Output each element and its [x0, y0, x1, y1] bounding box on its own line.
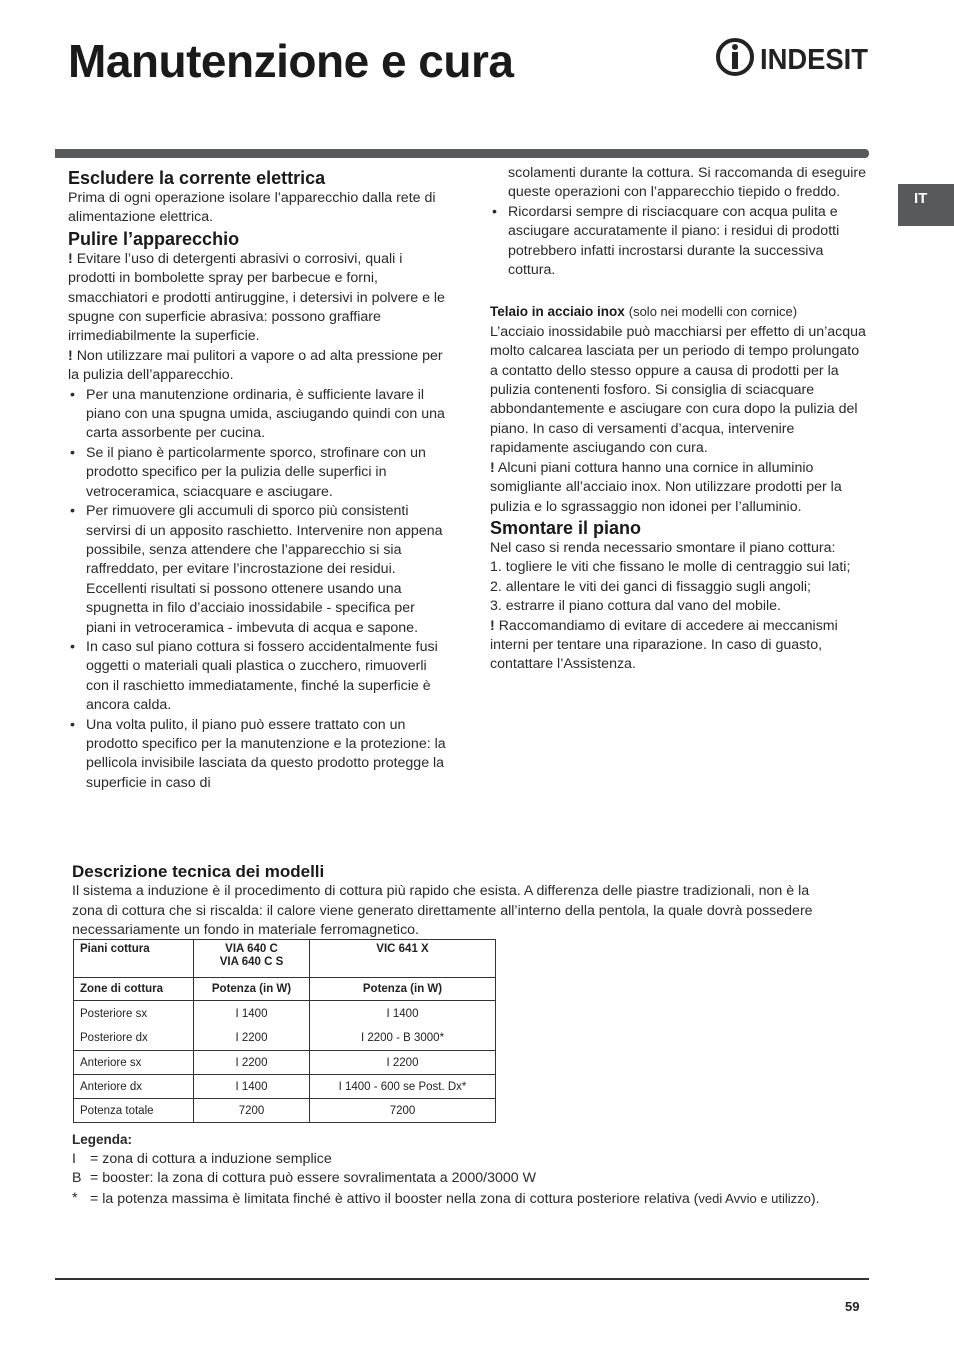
list-item: • Ricordarsi sempre di risciacquare con acqua pulita e asciugare accuratamente il piano: i residui di prodotti potrebbero infatti incrostarsi durante la successiva cottura. — [490, 203, 870, 281]
zone-label: Posteriore dx — [80, 1032, 148, 1044]
table-row — [74, 1051, 496, 1075]
legend-item — [72, 1189, 862, 1210]
section-heading-power: Escludere la corrente elettrica — [68, 168, 326, 188]
page-number: 59 — [845, 1299, 860, 1314]
telaio-warning-text: Alcuni piani cottura hanno una cornice in alluminio somigliante all’acciaio inox. Non utilizzare prodotti per la pulizia e lo sgrassaggio non idonei per l’alluminio. — [490, 459, 842, 515]
top-divider-bar — [55, 149, 869, 158]
table-cell: I 2200 — [310, 1051, 496, 1075]
legend-key: I — [72, 1150, 76, 1167]
table-row — [74, 940, 496, 978]
power-value: I 2200 — [235, 1032, 268, 1044]
left-column — [68, 167, 448, 793]
cleaning-bullet-list — [68, 386, 448, 794]
bullet-continuation: scolamenti durante la cottura. Si raccomanda di eseguire queste operazioni con l’apparecchio tiepido o freddo. — [508, 165, 867, 201]
power-value: I 2200 - B 3000* — [360, 1032, 445, 1044]
legend-key: B — [72, 1170, 82, 1186]
disassemble-intro: Nel caso si renda necessario smontare il piano cottura: — [490, 539, 836, 556]
list-item: • In caso sul piano cottura si fossero accidentalmente fusi oggetti o materiali quali plastica o zucchero, rimuoverli con il raschietto immediatamente, finché la superficie è ancora calda. — [68, 638, 448, 716]
warning-mark: ! — [490, 617, 495, 634]
bottom-divider — [55, 1278, 869, 1280]
right-column — [490, 164, 870, 675]
warning-abrasive — [68, 250, 448, 347]
tech-intro: Il sistema a induzione è il procedimento di cottura più rapido che esista. A differenza delle piastre tradizionali, non è la zona di cottura che si riscalda: il calore viene generato direttamente all’interno della pentola, la quale dovrà possedere necessariamente un fondo in materiale ferromagnetico. — [72, 883, 813, 938]
legend-item — [72, 1169, 862, 1189]
power-text: Prima di ogni operazione isolare l’apparecchio dalla rete di alimentazione elettrica. — [68, 190, 436, 226]
warning-abrasive-text: Evitare l’uso di detergenti abrasivi o corrosivi, quali i prodotti in bombolette spray per barbecue e forni, smacchiatori e prodotti antiruggine, i detersivi in polvere e le spugne con superficie abrasiva: possono graffiare irrimediabilmente la superficie. — [68, 250, 445, 345]
table-cell: 7200 — [310, 1099, 496, 1123]
disassemble-warning-text: Raccomandiamo di evitare di accedere ai meccanismi interni per tentare una riparazione. In caso di guasto, contattare l’Assistenza. — [490, 617, 838, 673]
legend-key: * — [72, 1189, 78, 1206]
telaio-note: (solo nei modelli con cornice) — [628, 304, 798, 320]
table-row — [74, 1001, 496, 1051]
telaio-warning — [490, 459, 870, 517]
legend-text-end: ). — [810, 1190, 820, 1207]
section-heading-tech: Descrizione tecnica dei modelli — [72, 862, 325, 881]
table-cell: 7200 — [194, 1099, 310, 1123]
table-row — [74, 1075, 496, 1099]
legend-text: = booster: la zona di cottura può essere sovralimentata a 2000/3000 W — [90, 1170, 536, 1186]
table-cell — [310, 1001, 496, 1051]
table-cell: I 1400 - 600 se Post. Dx* — [310, 1075, 496, 1099]
warning-mark: ! — [68, 250, 73, 267]
disassemble-step: 1. togliere le viti che fissano le molle di centraggio sui lati; — [490, 559, 851, 576]
zone-label: Posteriore sx — [80, 1008, 148, 1020]
table-header-cell: Piani cottura — [74, 940, 194, 978]
table-cell: Anteriore dx — [74, 1075, 194, 1099]
disassemble-warning — [490, 617, 870, 675]
spec-table — [73, 939, 496, 1123]
section-heading-disassemble: Smontare il piano — [490, 517, 642, 538]
warning-steam-text: Non utilizzare mai pulitori a vapore o ad alta pressione per la pulizia dell’apparecchio. — [68, 347, 443, 384]
table-header-cell: Potenza (in W) — [310, 978, 496, 1001]
disassemble-step: 2. allentare le viti dei ganci di fissaggio sugli angoli; — [490, 578, 811, 595]
indesit-logo-icon — [716, 34, 870, 80]
warning-steam — [68, 347, 448, 386]
list-item: • Per rimuovere gli accumuli di sporco più consistenti servirsi di un apposito raschietto. Intervenire non appena possibile, senza attendere che l’apparecchio si sia raffreddato, per evitare l’incrostazione dei residui. Eccellenti risultati si possono ottenere usando una spugnetta in filo d’acciaio inossidabile - specifica per piani in vetroceramica - imbevuta di acqua e sapone. — [68, 502, 448, 638]
table-cell: I 2200 — [194, 1051, 310, 1075]
table-row — [74, 1099, 496, 1123]
list-item: • Se il piano è particolarmente sporco, strofinare con un prodotto specifico per la pulizia delle superfici in vetroceramica, sciacquare e asciugare. — [68, 444, 448, 502]
legend-text: = la potenza massima è limitata finché è attivo il booster nella zona di cottura posteriore relativa ( — [90, 1190, 699, 1207]
warning-mark: ! — [68, 347, 73, 364]
table-header-cell: VIC 641 X — [310, 940, 496, 978]
telaio-text: L’acciaio inossidabile può macchiarsi per effetto di un’acqua molto calcarea lasciata per un periodo di tempo prolungato a contatto dello stesso oppure a causa di prodotti per la pulizia contenenti fosforo. Si consiglia di sciacquare abbondantemente e asciugare con cura dopo la pulizia del piano. In caso di versamenti d’acqua, intervenire rapidamente asciugando con cura. — [490, 323, 866, 457]
model-name: VIA 640 C — [225, 943, 278, 955]
table-header-cell: Zone di cottura — [74, 978, 194, 1001]
table-header-cell — [194, 940, 310, 978]
section-heading-cleaning: Pulire l’apparecchio — [68, 228, 240, 249]
table-row — [74, 978, 496, 1001]
page-title: Manutenzione e cura — [68, 35, 514, 87]
svg-text:INDESIT: INDESIT — [760, 44, 869, 76]
list-item: • Per una manutenzione ordinaria, è sufficiente lavare il piano con una spugna umida, asciugando quindi con una carta assorbente per cucina. — [68, 386, 448, 444]
legend-title: Legenda: — [72, 1132, 133, 1147]
telaio-title: Telaio in acciaio inox — [490, 304, 625, 320]
table-cell — [74, 1001, 194, 1051]
table-cell: I 1400 — [194, 1075, 310, 1099]
rinse-bullet-list — [490, 203, 870, 281]
table-header-cell: Potenza (in W) — [194, 978, 310, 1001]
power-value: I 1400 — [386, 1008, 419, 1020]
legend-text: = zona di cottura a induzione semplice — [90, 1150, 332, 1167]
table-cell: Potenza totale — [74, 1099, 194, 1123]
legend-reference: vedi Avvio e utilizzo — [698, 1190, 811, 1206]
power-value: I 1400 — [235, 1008, 268, 1020]
disassemble-step: 3. estrarre il piano cottura dal vano del mobile. — [490, 598, 782, 615]
indesit-logo — [716, 34, 870, 80]
language-tab: IT — [898, 184, 954, 226]
list-item: • Una volta pulito, il piano può essere trattato con un prodotto specifico per la manutenzione e la protezione: la pellicola invisibile lasciata da questo prodotto protegge la superficie in caso di — [68, 716, 448, 794]
telaio-heading — [490, 302, 870, 322]
model-name: VIA 640 C S — [219, 955, 284, 968]
table-cell — [194, 1001, 310, 1051]
legend — [72, 1130, 862, 1209]
legend-item — [72, 1150, 862, 1170]
table-cell: Anteriore sx — [74, 1051, 194, 1075]
tech-section — [72, 861, 832, 941]
warning-mark: ! — [490, 459, 495, 476]
